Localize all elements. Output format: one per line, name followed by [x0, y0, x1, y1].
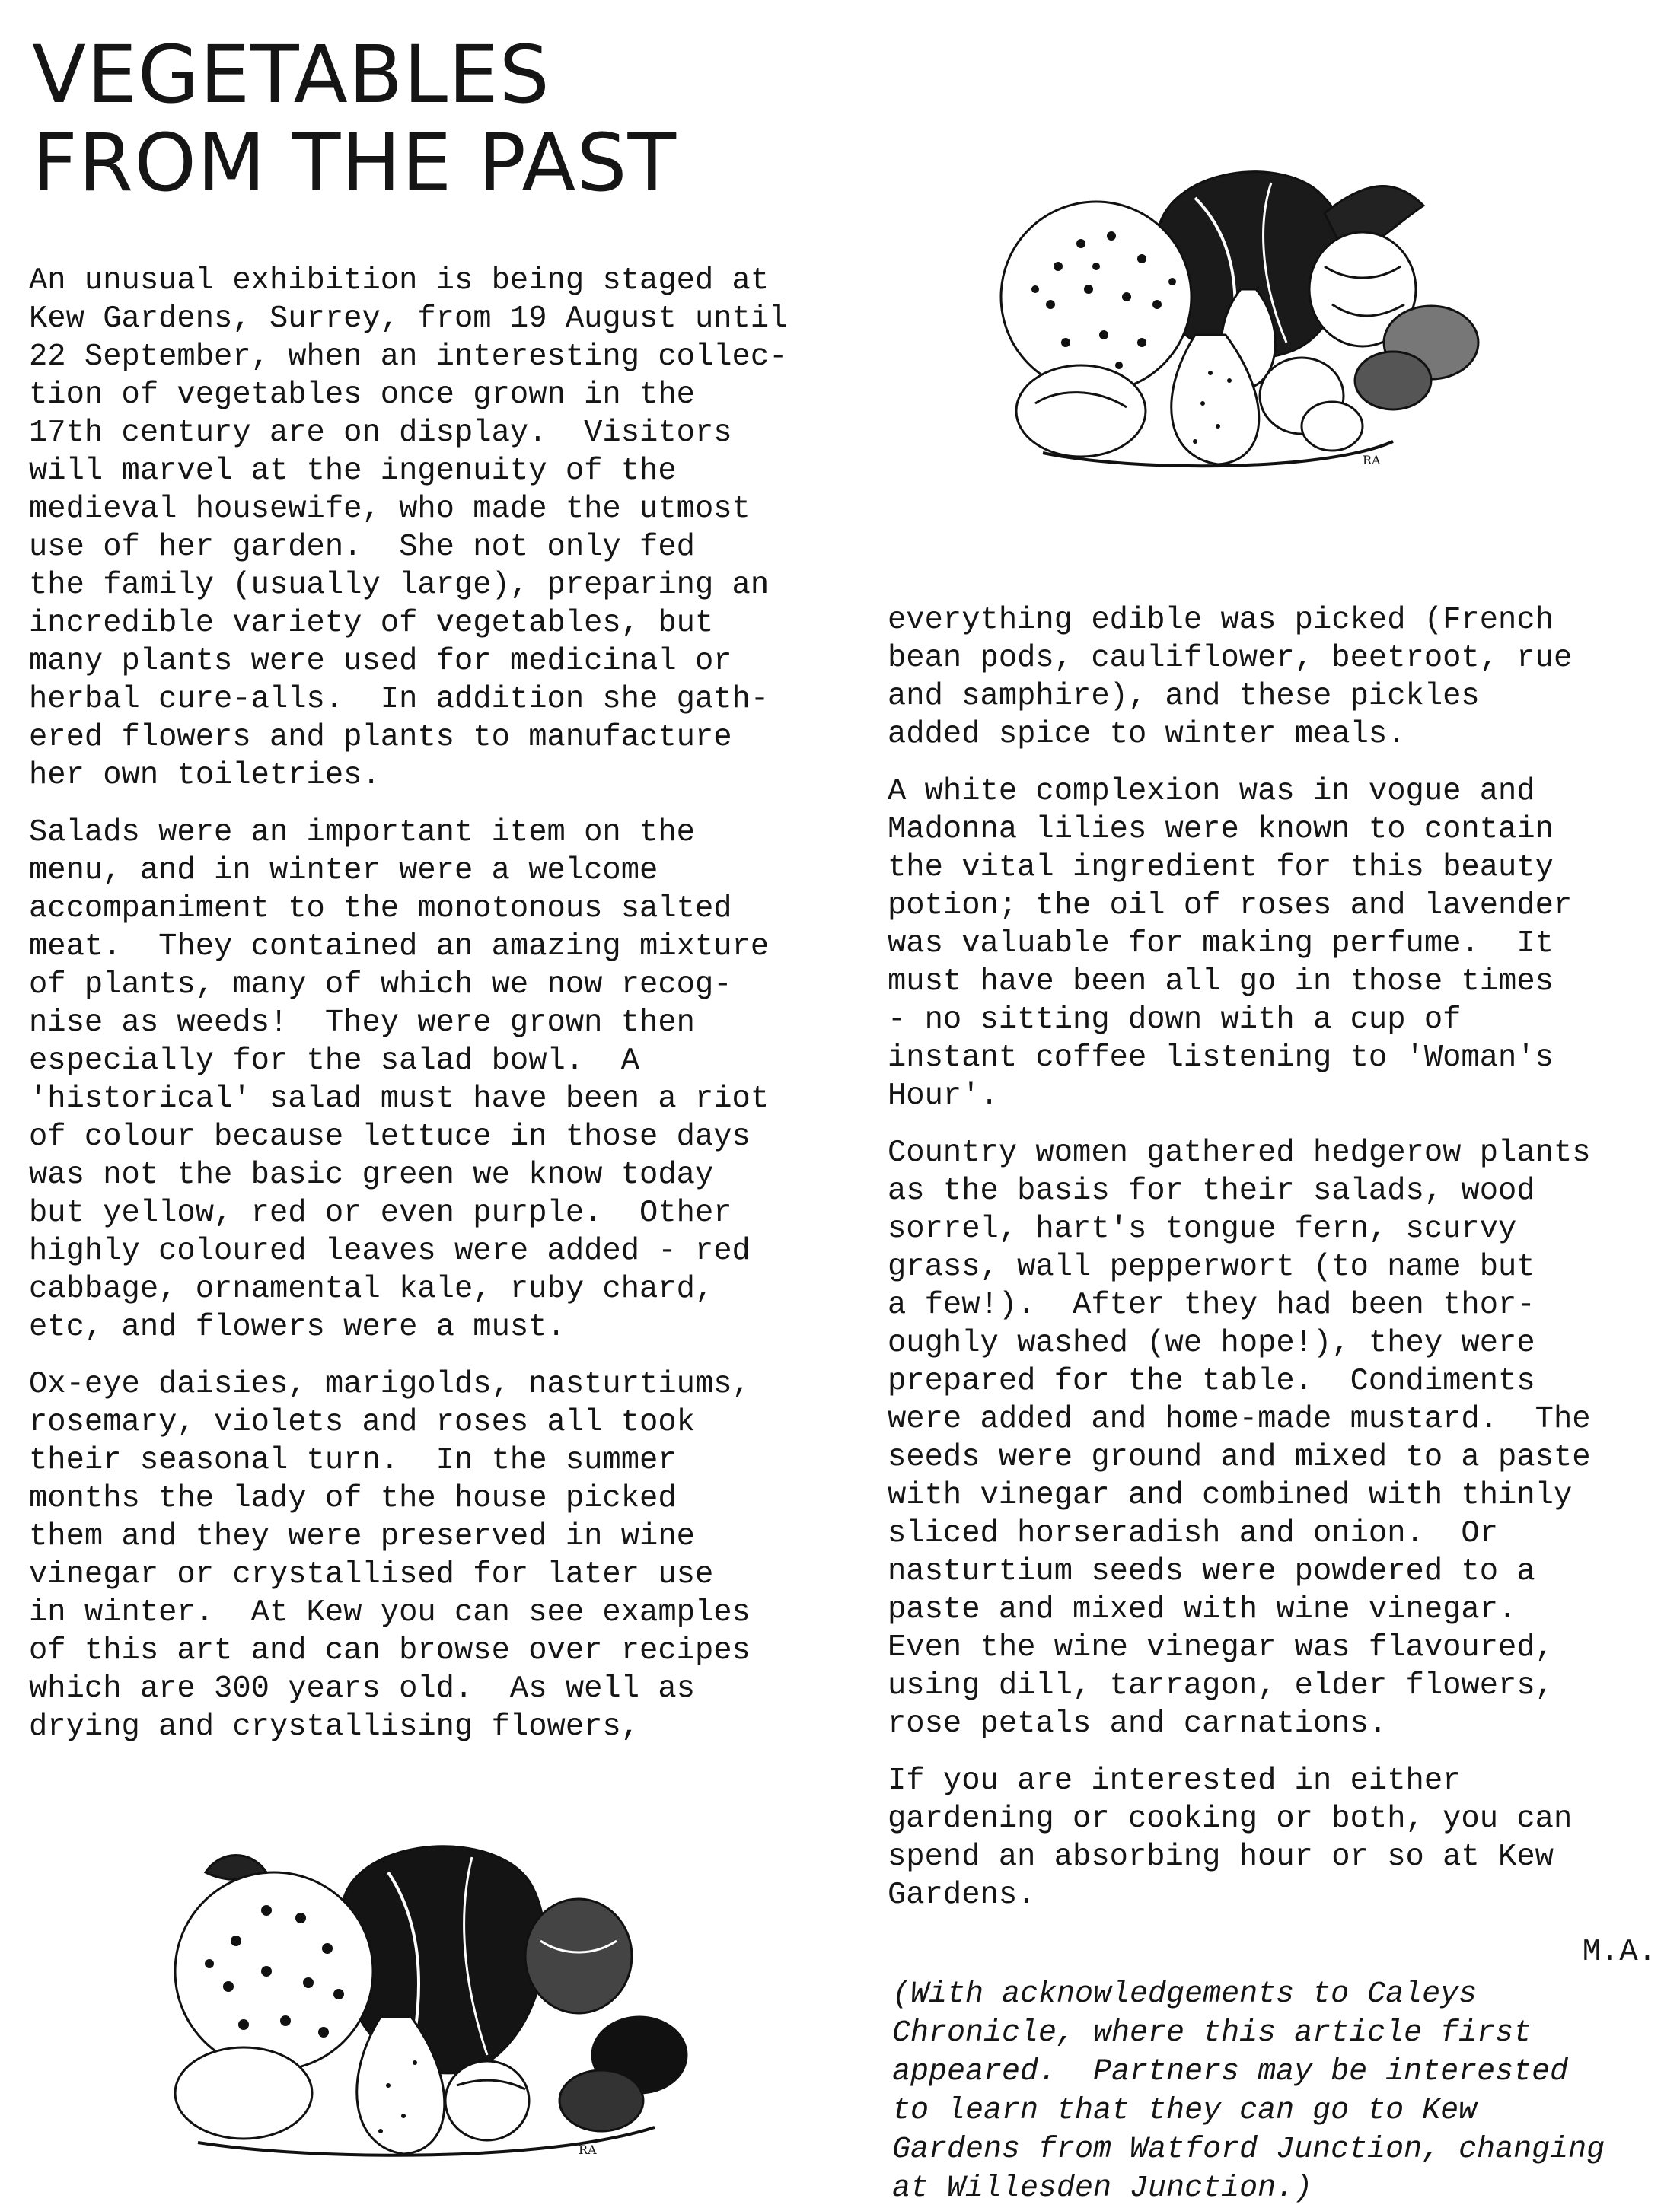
paragraph: If you are interested in either gardening or cooking or both, you can spend an absorbing hour or so at Kew Gardens. — [888, 1764, 1573, 1913]
paragraph: Country women gathered hedgerow plants as the basis for their salads, wood sorrel, hart's tongue fern, scurvy grass, wall pepperwort (to name but a few!). After they had been thor- oughly washed (we hope!), they were prepared for the table. Condiments were added and home-made mustard. The seeds were ground and mixed to a paste with vinegar and combined with thinly sliced horseradish and onion. Or nasturtium seeds were powdered to a paste and mixed with wine vinegar. Even the wine vinegar was flavoured, using dill, tarragon, elder flowers, rose petals and carnations. — [888, 1136, 1591, 1741]
paragraph: Salads were an important item on the menu, and in winter were a welcome accompaniment to the monotonous salted meat. They contained an amazing mixture of plants, many of which we now recog- nise as weeds! They were grown then especially for the salad bowl. A 'historical' salad must have been a riot of colour because lettuce in those days was not the basic green we know today but yellow, red or even purple. Other highly coloured leaves were added - red cabbage, ornamental kale, ruby chard, etc, and flowers were a must. — [29, 815, 770, 1345]
paragraph: Ox-eye daisies, marigolds, nasturtiums, rosemary, violets and roses all took their seasonal turn. In the summer months the lady of the house picked them and they were preserved in wine vinegar or crystallised for later use in winter. At Kew you can see examples of this art and can browse over recipes which are 300 years old. As well as drying and crystallising flowers, — [29, 1367, 751, 1744]
author-signature: M.A. — [1582, 1935, 1656, 1970]
acknowledgement-note: (With acknowledgements to Caleys Chronicle, where this article first appeared. Partners may be interested to learn that they can go to Kew Gardens from Watford Junction, changing at Willesden Junction.) — [892, 1977, 1605, 2206]
paragraph: An unusual exhibition is being staged at Kew Gardens, Surrey, from 19 August until 22 September, when an interesting collec- tion of vegetables once grown in the 17th century are on display. Visitors will marvel at the ingenuity of the medieval housewife, who made the utmost use of her garden. She not only fed the family (usually large), preparing an incredible variety of vegetables, but many plants were used for medicinal or herbal cure-alls. In addition she gath- ered flowers and plants to manufacture her own toiletries. — [29, 263, 788, 793]
vegetables-illustration-icon — [967, 152, 1484, 480]
left-column — [29, 262, 843, 1765]
paragraph: everything edible was picked (French bean pods, cauliflower, beetroot, rue and samphire), and these pickles added spice to winter meals. — [888, 603, 1573, 752]
illustrator-initials: RA — [1363, 453, 1381, 467]
title-line-2: FROM THE PAST — [32, 116, 677, 210]
title-line-1: VEGETABLES — [32, 28, 550, 121]
illustrator-initials: RA — [579, 2143, 597, 2157]
right-column — [888, 601, 1656, 1971]
vegetables-illustration-icon — [152, 1827, 700, 2162]
paragraph: A white complexion was in vogue and Madonna lilies were known to contain the vital ingredient for this beauty potion; the oil of roses and lavender was valuable for making perfume. It must have been all go in those times - no sitting down with a cup of instant coffee listening to 'Woman's Hour'. — [888, 774, 1573, 1114]
article-title — [32, 30, 677, 208]
